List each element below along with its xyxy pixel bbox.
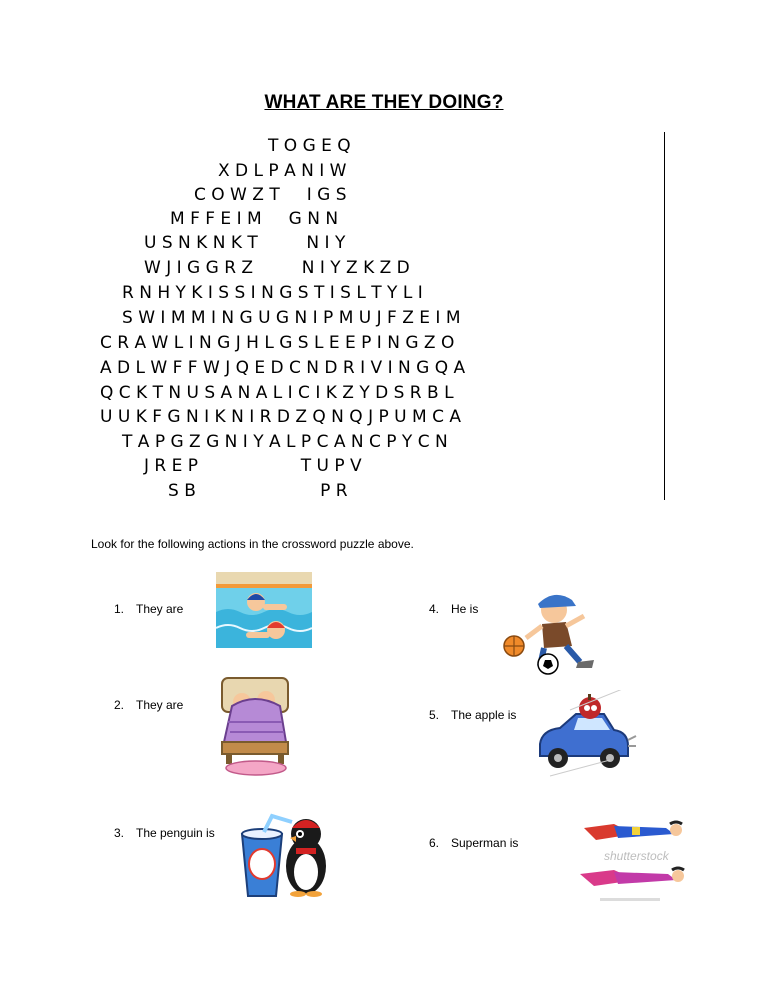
puzzle-row: U U K F G N I K N I R D Z Q N Q J P U M C A bbox=[100, 407, 461, 427]
item-text: The penguin is bbox=[136, 826, 215, 840]
puzzle-row: Q C K T N U S A N A L I C I K Z Y D S R B L bbox=[100, 383, 454, 403]
puzzle-row: R N H Y K I S S I N G S T I S L T Y L I bbox=[122, 283, 423, 303]
item-2 bbox=[114, 698, 183, 712]
puzzle-row: S B P R bbox=[168, 481, 348, 501]
item-3 bbox=[114, 826, 215, 840]
puzzle-row: A D L W F F W J Q E D C N D R I V I N G Q A bbox=[100, 358, 466, 378]
puzzle-row: U S N K N K T N I Y bbox=[144, 233, 346, 253]
item-text: They are bbox=[136, 698, 184, 712]
penguin-drinking-icon bbox=[236, 812, 332, 898]
sleeping-kids-icon bbox=[208, 672, 302, 778]
item-number: 4. bbox=[429, 602, 440, 616]
swimming-kids-icon bbox=[216, 572, 312, 648]
puzzle-row: T O G E Q bbox=[268, 136, 351, 156]
puzzle-row: S W I M M I N G U G N I P M U J F Z E I M bbox=[122, 308, 461, 328]
puzzle-row: T A P G Z G N I Y A L P C A N C P Y C N bbox=[122, 432, 448, 452]
item-text: He is bbox=[451, 602, 479, 616]
puzzle-row: X D L P A N I W bbox=[218, 161, 347, 181]
right-margin-line bbox=[664, 132, 665, 500]
puzzle-row: M F F E I M G N N bbox=[170, 209, 339, 229]
item-text: The apple is bbox=[451, 708, 517, 722]
puzzle-row: C O W Z T I G S bbox=[194, 185, 347, 205]
item-text: They are bbox=[136, 602, 184, 616]
item-1 bbox=[114, 602, 183, 616]
item-number: 3. bbox=[114, 826, 125, 840]
puzzle-row: C R A W L I N G J H L G S L E E P I N G Z O bbox=[100, 333, 455, 353]
item-text: Superman is bbox=[451, 836, 519, 850]
instruction-text: Look for the following actions in the crossword puzzle above. bbox=[91, 537, 414, 551]
superman-flying-icon bbox=[574, 814, 696, 910]
item-number: 6. bbox=[429, 836, 440, 850]
boy-playing-ball-icon bbox=[500, 586, 600, 676]
page-title: WHAT ARE THEY DOING? bbox=[264, 92, 504, 113]
puzzle-row: J R E P T U P V bbox=[144, 456, 362, 476]
puzzle-row: W J I G G R Z N I Y Z K Z D bbox=[144, 258, 410, 278]
item-4 bbox=[429, 602, 478, 616]
item-number: 5. bbox=[429, 708, 440, 722]
shutterstock-watermark: shutterstock bbox=[604, 849, 669, 863]
item-number: 2. bbox=[114, 698, 125, 712]
item-number: 1. bbox=[114, 602, 125, 616]
apple-driving-car-icon bbox=[530, 690, 638, 780]
item-6 bbox=[429, 836, 518, 850]
item-5 bbox=[429, 708, 516, 722]
